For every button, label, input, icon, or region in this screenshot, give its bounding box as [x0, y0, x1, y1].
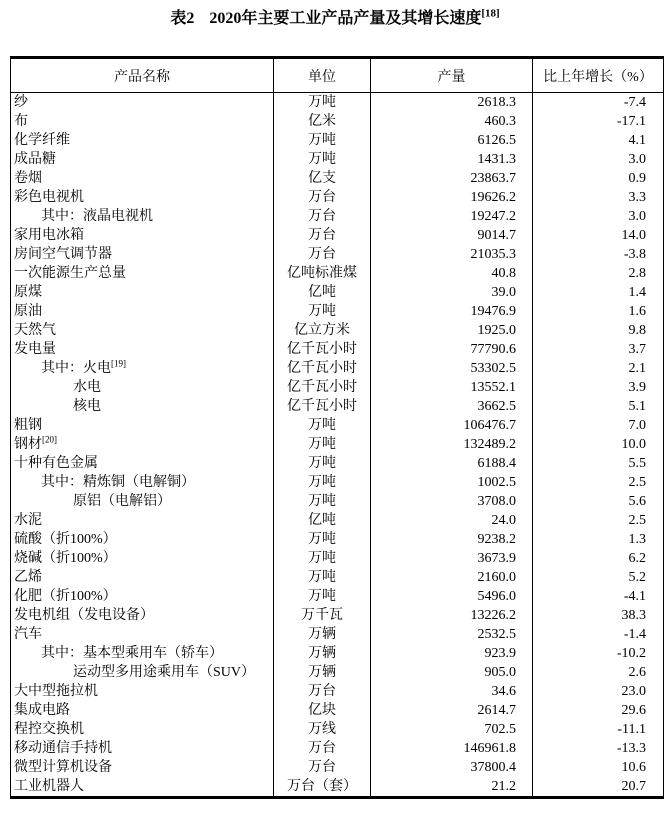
growth-cell: 20.7	[533, 777, 664, 798]
table-row	[11, 378, 664, 397]
product-name-cell: 原煤	[14, 285, 42, 300]
product-name-cell: 发电机组（发电设备）	[14, 608, 154, 623]
product-name-cell: 家用电冰箱	[14, 228, 84, 243]
unit-cell: 万辆	[274, 625, 371, 644]
unit-cell: 万辆	[274, 663, 371, 682]
unit-cell: 亿块	[274, 701, 371, 720]
product-name-cell: 十种有色金属	[14, 456, 98, 471]
growth-cell: 5.5	[533, 454, 664, 473]
output-cell: 19247.2	[371, 207, 533, 226]
growth-cell: 1.4	[533, 283, 664, 302]
output-cell: 2618.3	[371, 93, 533, 113]
unit-cell: 亿吨	[274, 283, 371, 302]
output-cell: 9238.2	[371, 530, 533, 549]
output-cell: 460.3	[371, 112, 533, 131]
output-cell: 3673.9	[371, 549, 533, 568]
product-name-cell: 布	[14, 114, 28, 129]
growth-cell: -7.4	[533, 93, 664, 113]
product-name-cell: 集成电路	[14, 703, 70, 718]
table-row	[11, 112, 664, 131]
growth-cell: 5.6	[533, 492, 664, 511]
table-row	[11, 302, 664, 321]
column-header-growth: 比上年增长（%）	[533, 58, 664, 93]
product-name-cell: 化肥（折100%）	[14, 589, 117, 604]
table-row	[11, 454, 664, 473]
footnote-ref: [20]	[42, 435, 57, 445]
table-row	[11, 644, 664, 663]
growth-cell: 3.0	[533, 207, 664, 226]
table-row	[11, 606, 664, 625]
table-row	[11, 150, 664, 169]
table-row	[11, 207, 664, 226]
output-cell: 146961.8	[371, 739, 533, 758]
growth-cell: 1.6	[533, 302, 664, 321]
output-cell: 1002.5	[371, 473, 533, 492]
footnote-ref: [19]	[111, 359, 126, 369]
unit-cell: 万吨	[274, 587, 371, 606]
output-cell: 24.0	[371, 511, 533, 530]
product-name-cell: 其中：液晶电视机	[41, 209, 153, 224]
growth-cell: -4.1	[533, 587, 664, 606]
table-row	[11, 492, 664, 511]
growth-cell: 3.7	[533, 340, 664, 359]
table-row	[11, 549, 664, 568]
growth-cell: 9.8	[533, 321, 664, 340]
unit-cell: 亿吨	[274, 511, 371, 530]
output-cell: 2532.5	[371, 625, 533, 644]
product-name-cell: 大中型拖拉机	[14, 684, 98, 699]
product-name-cell: 天然气	[14, 323, 56, 338]
output-cell: 53302.5	[371, 359, 533, 378]
product-name-cell: 其中：基本型乘用车（轿车）	[41, 646, 223, 661]
unit-cell: 万吨	[274, 473, 371, 492]
table-title-text: 2020年主要工业产品产量及其增长速度	[209, 10, 482, 27]
table-body	[11, 93, 664, 798]
table-row	[11, 758, 664, 777]
table-row	[11, 435, 664, 454]
output-cell: 9014.7	[371, 226, 533, 245]
output-cell: 2160.0	[371, 568, 533, 587]
table-number: 表2	[170, 10, 195, 27]
table-row	[11, 625, 664, 644]
table-row	[11, 720, 664, 739]
product-name-cell: 其中：精炼铜（电解铜）	[41, 475, 195, 490]
unit-cell: 万吨	[274, 150, 371, 169]
unit-cell: 亿千瓦小时	[274, 397, 371, 416]
output-cell: 923.9	[371, 644, 533, 663]
unit-cell: 亿米	[274, 112, 371, 131]
unit-cell: 万吨	[274, 530, 371, 549]
unit-cell: 万吨	[274, 131, 371, 150]
growth-cell: 5.1	[533, 397, 664, 416]
unit-cell: 万吨	[274, 549, 371, 568]
unit-cell: 亿千瓦小时	[274, 340, 371, 359]
product-name-cell: 卷烟	[14, 171, 42, 186]
output-cell: 1431.3	[371, 150, 533, 169]
unit-cell: 万吨	[274, 93, 371, 113]
unit-cell: 亿立方米	[274, 321, 371, 340]
unit-cell: 万吨	[274, 435, 371, 454]
table-row	[11, 283, 664, 302]
product-name-cell: 发电量	[14, 342, 56, 357]
product-name-cell: 其中：火电[19]	[41, 359, 126, 376]
output-cell: 23863.7	[371, 169, 533, 188]
product-name-cell: 硫酸（折100%）	[14, 532, 117, 547]
page-title	[0, 9, 670, 29]
growth-cell: 2.5	[533, 511, 664, 530]
growth-cell: 14.0	[533, 226, 664, 245]
table-title-footnote-ref: [18]	[481, 7, 500, 20]
product-name-cell: 运动型多用途乘用车（SUV）	[73, 665, 256, 680]
column-header-unit: 单位	[274, 58, 371, 93]
unit-cell: 万线	[274, 720, 371, 739]
table-row	[11, 264, 664, 283]
growth-cell: 2.8	[533, 264, 664, 283]
table-row	[11, 397, 664, 416]
growth-cell: 2.1	[533, 359, 664, 378]
output-cell: 1925.0	[371, 321, 533, 340]
unit-cell: 亿千瓦小时	[274, 359, 371, 378]
output-cell: 905.0	[371, 663, 533, 682]
industrial-products-table	[10, 56, 664, 799]
document-page	[0, 9, 670, 799]
unit-cell: 万台	[274, 188, 371, 207]
output-cell: 37800.4	[371, 758, 533, 777]
product-name-cell: 程控交换机	[14, 722, 84, 737]
table-row	[11, 530, 664, 549]
unit-cell: 万台（套）	[274, 777, 371, 798]
table-row	[11, 359, 664, 378]
table-row	[11, 682, 664, 701]
unit-cell: 万吨	[274, 568, 371, 587]
unit-cell: 万台	[274, 682, 371, 701]
growth-cell: 10.6	[533, 758, 664, 777]
output-cell: 19476.9	[371, 302, 533, 321]
table-row	[11, 587, 664, 606]
product-name-cell: 乙烯	[14, 570, 42, 585]
product-name-cell: 钢材[20]	[14, 435, 57, 452]
table-row	[11, 321, 664, 340]
unit-cell: 万千瓦	[274, 606, 371, 625]
output-cell: 13226.2	[371, 606, 533, 625]
unit-cell: 万台	[274, 226, 371, 245]
growth-cell: 23.0	[533, 682, 664, 701]
table-row	[11, 473, 664, 492]
output-cell: 40.8	[371, 264, 533, 283]
header-row	[11, 58, 664, 93]
unit-cell: 万台	[274, 758, 371, 777]
product-name-cell: 汽车	[14, 627, 42, 642]
unit-cell: 万吨	[274, 492, 371, 511]
table-row	[11, 511, 664, 530]
product-name-cell: 一次能源生产总量	[14, 266, 126, 281]
column-header-product-name: 产品名称	[11, 58, 274, 93]
table-row	[11, 663, 664, 682]
growth-cell: -11.1	[533, 720, 664, 739]
output-cell: 132489.2	[371, 435, 533, 454]
table-row	[11, 701, 664, 720]
output-cell: 21.2	[371, 777, 533, 798]
table-row	[11, 245, 664, 264]
product-name-cell: 烧碱（折100%）	[14, 551, 117, 566]
unit-cell: 亿千瓦小时	[274, 378, 371, 397]
unit-cell: 万辆	[274, 644, 371, 663]
output-cell: 13552.1	[371, 378, 533, 397]
unit-cell: 万台	[274, 739, 371, 758]
growth-cell: 0.9	[533, 169, 664, 188]
table-row	[11, 739, 664, 758]
unit-cell: 亿支	[274, 169, 371, 188]
growth-cell: 6.2	[533, 549, 664, 568]
table-row	[11, 93, 664, 113]
table-row	[11, 169, 664, 188]
unit-cell: 亿吨标准煤	[274, 264, 371, 283]
unit-cell: 万吨	[274, 302, 371, 321]
unit-cell: 万吨	[274, 416, 371, 435]
growth-cell: 7.0	[533, 416, 664, 435]
growth-cell: 29.6	[533, 701, 664, 720]
table-row	[11, 568, 664, 587]
product-name-cell: 房间空气调节器	[14, 247, 112, 262]
column-header-output: 产量	[371, 58, 533, 93]
growth-cell: 2.6	[533, 663, 664, 682]
unit-cell: 万吨	[274, 454, 371, 473]
output-cell: 19626.2	[371, 188, 533, 207]
product-name-cell: 原铝（电解铝）	[73, 494, 171, 509]
output-cell: 6126.5	[371, 131, 533, 150]
output-cell: 702.5	[371, 720, 533, 739]
output-cell: 6188.4	[371, 454, 533, 473]
output-cell: 77790.6	[371, 340, 533, 359]
growth-cell: -17.1	[533, 112, 664, 131]
growth-cell: 38.3	[533, 606, 664, 625]
table-row	[11, 340, 664, 359]
output-cell: 3662.5	[371, 397, 533, 416]
output-cell: 2614.7	[371, 701, 533, 720]
growth-cell: 4.1	[533, 131, 664, 150]
growth-cell: 3.3	[533, 188, 664, 207]
product-name-cell: 水泥	[14, 513, 42, 528]
growth-cell: -3.8	[533, 245, 664, 264]
product-name-cell: 纱	[14, 95, 28, 110]
growth-cell: -1.4	[533, 625, 664, 644]
growth-cell: -13.3	[533, 739, 664, 758]
growth-cell: 2.5	[533, 473, 664, 492]
growth-cell: 10.0	[533, 435, 664, 454]
growth-cell: 3.9	[533, 378, 664, 397]
output-cell: 106476.7	[371, 416, 533, 435]
output-cell: 3708.0	[371, 492, 533, 511]
growth-cell: 1.3	[533, 530, 664, 549]
output-cell: 34.6	[371, 682, 533, 701]
product-name-cell: 移动通信手持机	[14, 741, 112, 756]
product-name-cell: 水电	[73, 380, 101, 395]
table-row	[11, 226, 664, 245]
product-name-cell: 彩色电视机	[14, 190, 84, 205]
product-name-cell: 核电	[73, 399, 101, 414]
growth-cell: 3.0	[533, 150, 664, 169]
growth-cell: 5.2	[533, 568, 664, 587]
product-name-cell: 微型计算机设备	[14, 760, 112, 775]
growth-cell: -10.2	[533, 644, 664, 663]
product-name-cell: 原油	[14, 304, 42, 319]
output-cell: 21035.3	[371, 245, 533, 264]
table-row	[11, 188, 664, 207]
table-row	[11, 777, 664, 798]
table-row	[11, 131, 664, 150]
unit-cell: 万台	[274, 245, 371, 264]
output-cell: 5496.0	[371, 587, 533, 606]
product-name-cell: 成品糖	[14, 152, 56, 167]
unit-cell: 万台	[274, 207, 371, 226]
table-row	[11, 416, 664, 435]
output-cell: 39.0	[371, 283, 533, 302]
product-name-cell: 粗钢	[14, 418, 42, 433]
product-name-cell: 化学纤维	[14, 133, 70, 148]
product-name-cell: 工业机器人	[14, 779, 84, 794]
